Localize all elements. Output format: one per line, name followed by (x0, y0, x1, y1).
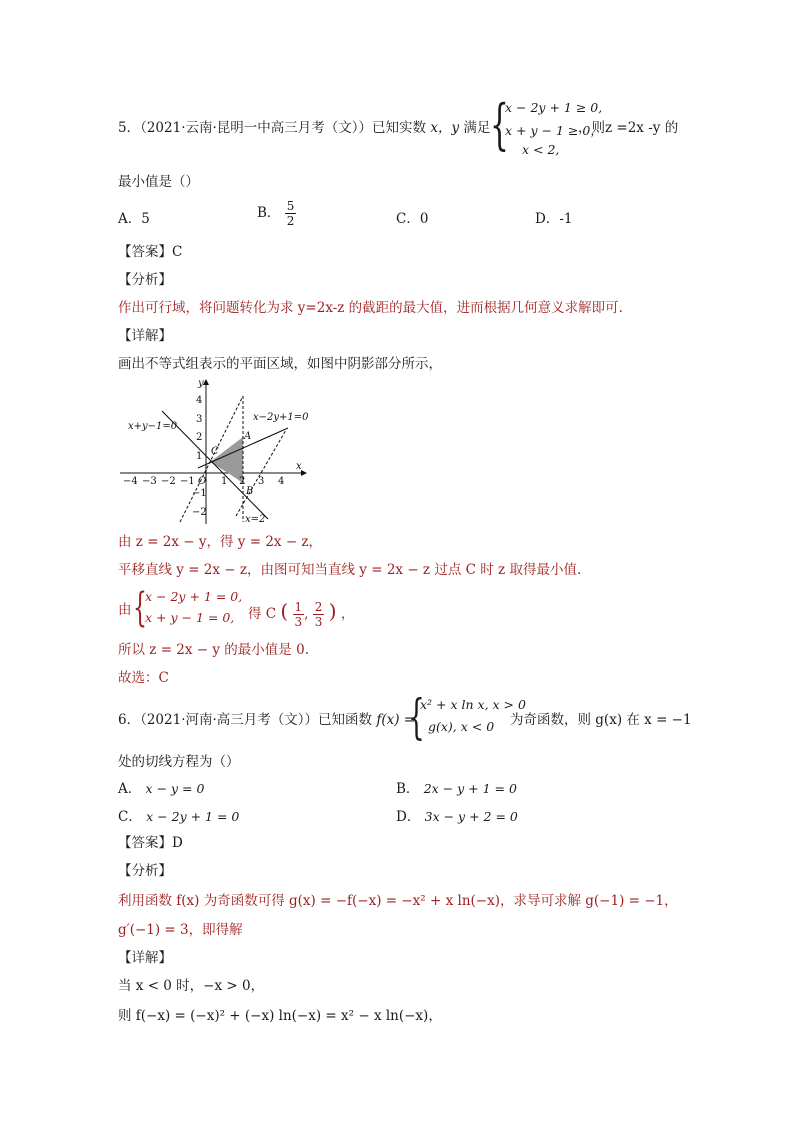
q6-piecewise-brace: { (408, 689, 425, 745)
q5-step-4: 所以 z = 2x − y 的最小值是 0. (118, 642, 309, 658)
q6-option-a (118, 777, 204, 797)
q5-option-b-den: 2 (286, 214, 295, 228)
q5-point-y-frac (313, 600, 325, 629)
q5-analysis-text: 作出可行域，将问题转化为求 y=2x-z 的截距的最大值，进而根据几何意义求解即可. (118, 300, 623, 316)
q6-option-b (396, 777, 517, 797)
q5-stem-question: 最小值是（） (118, 174, 199, 190)
q5-option-b (257, 199, 296, 228)
q6-detail-text-1: 当 x < 0 时，−x > 0， (118, 978, 265, 994)
point-b-label: B (246, 486, 254, 497)
q5-step-3-c-label: 得 C (248, 606, 277, 622)
y-tick-2: 2 (196, 432, 203, 443)
q5-step-2: 平移直线 y = 2x − z，由图可知当直线 y = 2x − z 过点 C 时 z 取得最小值. (118, 562, 582, 578)
q6-piece-1: x² + x ln x, x > 0 (420, 697, 526, 712)
label-line-x-plus-y: x+y−1=0 (128, 421, 178, 432)
q5-step-3-point (248, 600, 354, 629)
q5-stem (118, 118, 490, 138)
q6-option-a-expr: x − y = 0 (145, 781, 205, 796)
label-line-x-minus-2y: x−2y+1=0 (253, 412, 309, 423)
q5-system-brace: { (490, 93, 509, 156)
q5-system-row-1: x − 2y + 1 ≥ 0, (505, 100, 603, 115)
q5-detail-text-1: 画出不等式组表示的平面区域，如图中阴影部分所示， (118, 356, 442, 372)
q5-point-x-frac (293, 600, 305, 629)
q5-step-3-row-1: x − 2y + 1 = 0, (145, 589, 243, 604)
q6-stem-question: 处的切线方程为（） (118, 754, 240, 770)
q6-analysis-text-2: g′(−1) = 3，即得解 (118, 922, 243, 938)
q5-option-c: C．0 (396, 211, 429, 227)
x-tick-neg2: −2 (161, 476, 176, 487)
q6-stem-source: 6．（2021·河南·高三月考（文））已知函数 (118, 712, 373, 728)
q5-point-y-num: 2 (314, 600, 323, 614)
point-c-label: C (211, 446, 219, 457)
q6-option-c-label: C． (118, 809, 142, 825)
x-tick-neg1: −1 (180, 476, 195, 487)
q5-option-d: D．-1 (535, 211, 573, 227)
q5-analysis-header: 【分析】 (118, 272, 172, 288)
q6-option-b-expr: 2x − y + 1 = 0 (423, 781, 517, 796)
q5-choose: 故选：C (118, 670, 169, 686)
q5-option-b-num: 5 (286, 199, 295, 213)
q6-analysis-text-1: 利用函数 f(x) 为奇函数可得 g(x) = −f(−x) = −x² + x ln(−x)，求导可求解 g(−1) = −1， (118, 893, 678, 909)
q5-option-a: A．5 (118, 211, 150, 227)
q6-analysis-header: 【分析】 (118, 863, 172, 879)
q6-option-a-label: A． (118, 781, 142, 797)
line-x-plus-y (162, 411, 268, 519)
q5-step-1: 由 z = 2x − y，得 y = 2x − z， (118, 534, 323, 550)
x-tick-1: 1 (221, 476, 228, 487)
q6-option-c-expr: x − 2y + 1 = 0 (146, 809, 240, 824)
q6-detail-text-2: 则 f(−x) = (−x)² + (−x) ln(−x) = x² − x ln(−x)， (118, 1008, 442, 1024)
y-tick-3: 3 (196, 414, 203, 425)
q6-option-c (118, 805, 239, 825)
q5-option-b-label: B． (257, 205, 281, 221)
y-tick-neg2: −2 (192, 507, 207, 518)
y-axis-label: y (198, 378, 204, 389)
q5-step-3-brace: { (133, 585, 147, 631)
origin-label: O (198, 476, 207, 487)
q5-detail-header: 【详解】 (118, 328, 172, 344)
q5-feasible-region-figure (118, 376, 310, 526)
q5-option-b-fraction (285, 199, 297, 228)
x-axis-label: x (296, 461, 302, 472)
q6-stem-odd: 为奇函数，则 g(x) 在 x = −1 (510, 712, 692, 728)
q6-option-d (396, 805, 518, 825)
q6-stem-lead (118, 710, 415, 730)
q5-point-y-den: 3 (314, 615, 323, 629)
x-tick-neg3: −3 (142, 476, 157, 487)
y-tick-neg1: −1 (192, 488, 207, 499)
q5-stem-satisfy: 满足 (463, 120, 491, 136)
q5-step-3-tail: ， (340, 606, 355, 622)
q6-option-d-label: D． (396, 809, 421, 825)
x-tick-neg4: −4 (123, 476, 138, 487)
x-tick-4: 4 (278, 476, 285, 487)
q5-system-row-3: x < 2, (522, 142, 560, 157)
x-tick-2: 2 (239, 476, 246, 487)
y-tick-1: 1 (196, 451, 203, 462)
q6-piece-2: g(x), x < 0 (428, 719, 495, 734)
q5-stem-source: 5．（2021·云南·昆明一中高三月考（文））已知实数 (118, 120, 427, 136)
q6-option-b-label: B． (396, 781, 420, 797)
q5-point-close-paren: ) (328, 599, 337, 623)
q5-step-3-row-2: x + y − 1 = 0, (145, 610, 235, 625)
point-a-label: A (244, 431, 252, 442)
q5-system-row-2: x + y − 1 ≥ 0， (505, 123, 603, 138)
q5-point-x-num: 1 (294, 600, 303, 614)
q5-answer: 【答案】C (118, 244, 183, 260)
q5-stem-vars: x，y (430, 120, 460, 136)
q6-option-d-expr: 3x − y + 2 = 0 (424, 809, 518, 824)
q6-answer: 【答案】D (118, 835, 183, 851)
q5-point-open-paren: ( (280, 599, 289, 623)
q6-detail-header: 【详解】 (118, 950, 172, 966)
y-tick-4: 4 (196, 395, 203, 406)
q5-stem-objective: ，则z =2x -y 的 (578, 120, 679, 136)
x-tick-3: 3 (258, 476, 265, 487)
q5-step-3-lead: 由 (118, 602, 132, 618)
label-line-x-eq-2: x=2 (245, 514, 266, 525)
q6-stem-fx: f(x) = (376, 712, 416, 728)
q5-point-x-den: 3 (294, 615, 303, 629)
q5-point-comma: , (304, 606, 309, 622)
